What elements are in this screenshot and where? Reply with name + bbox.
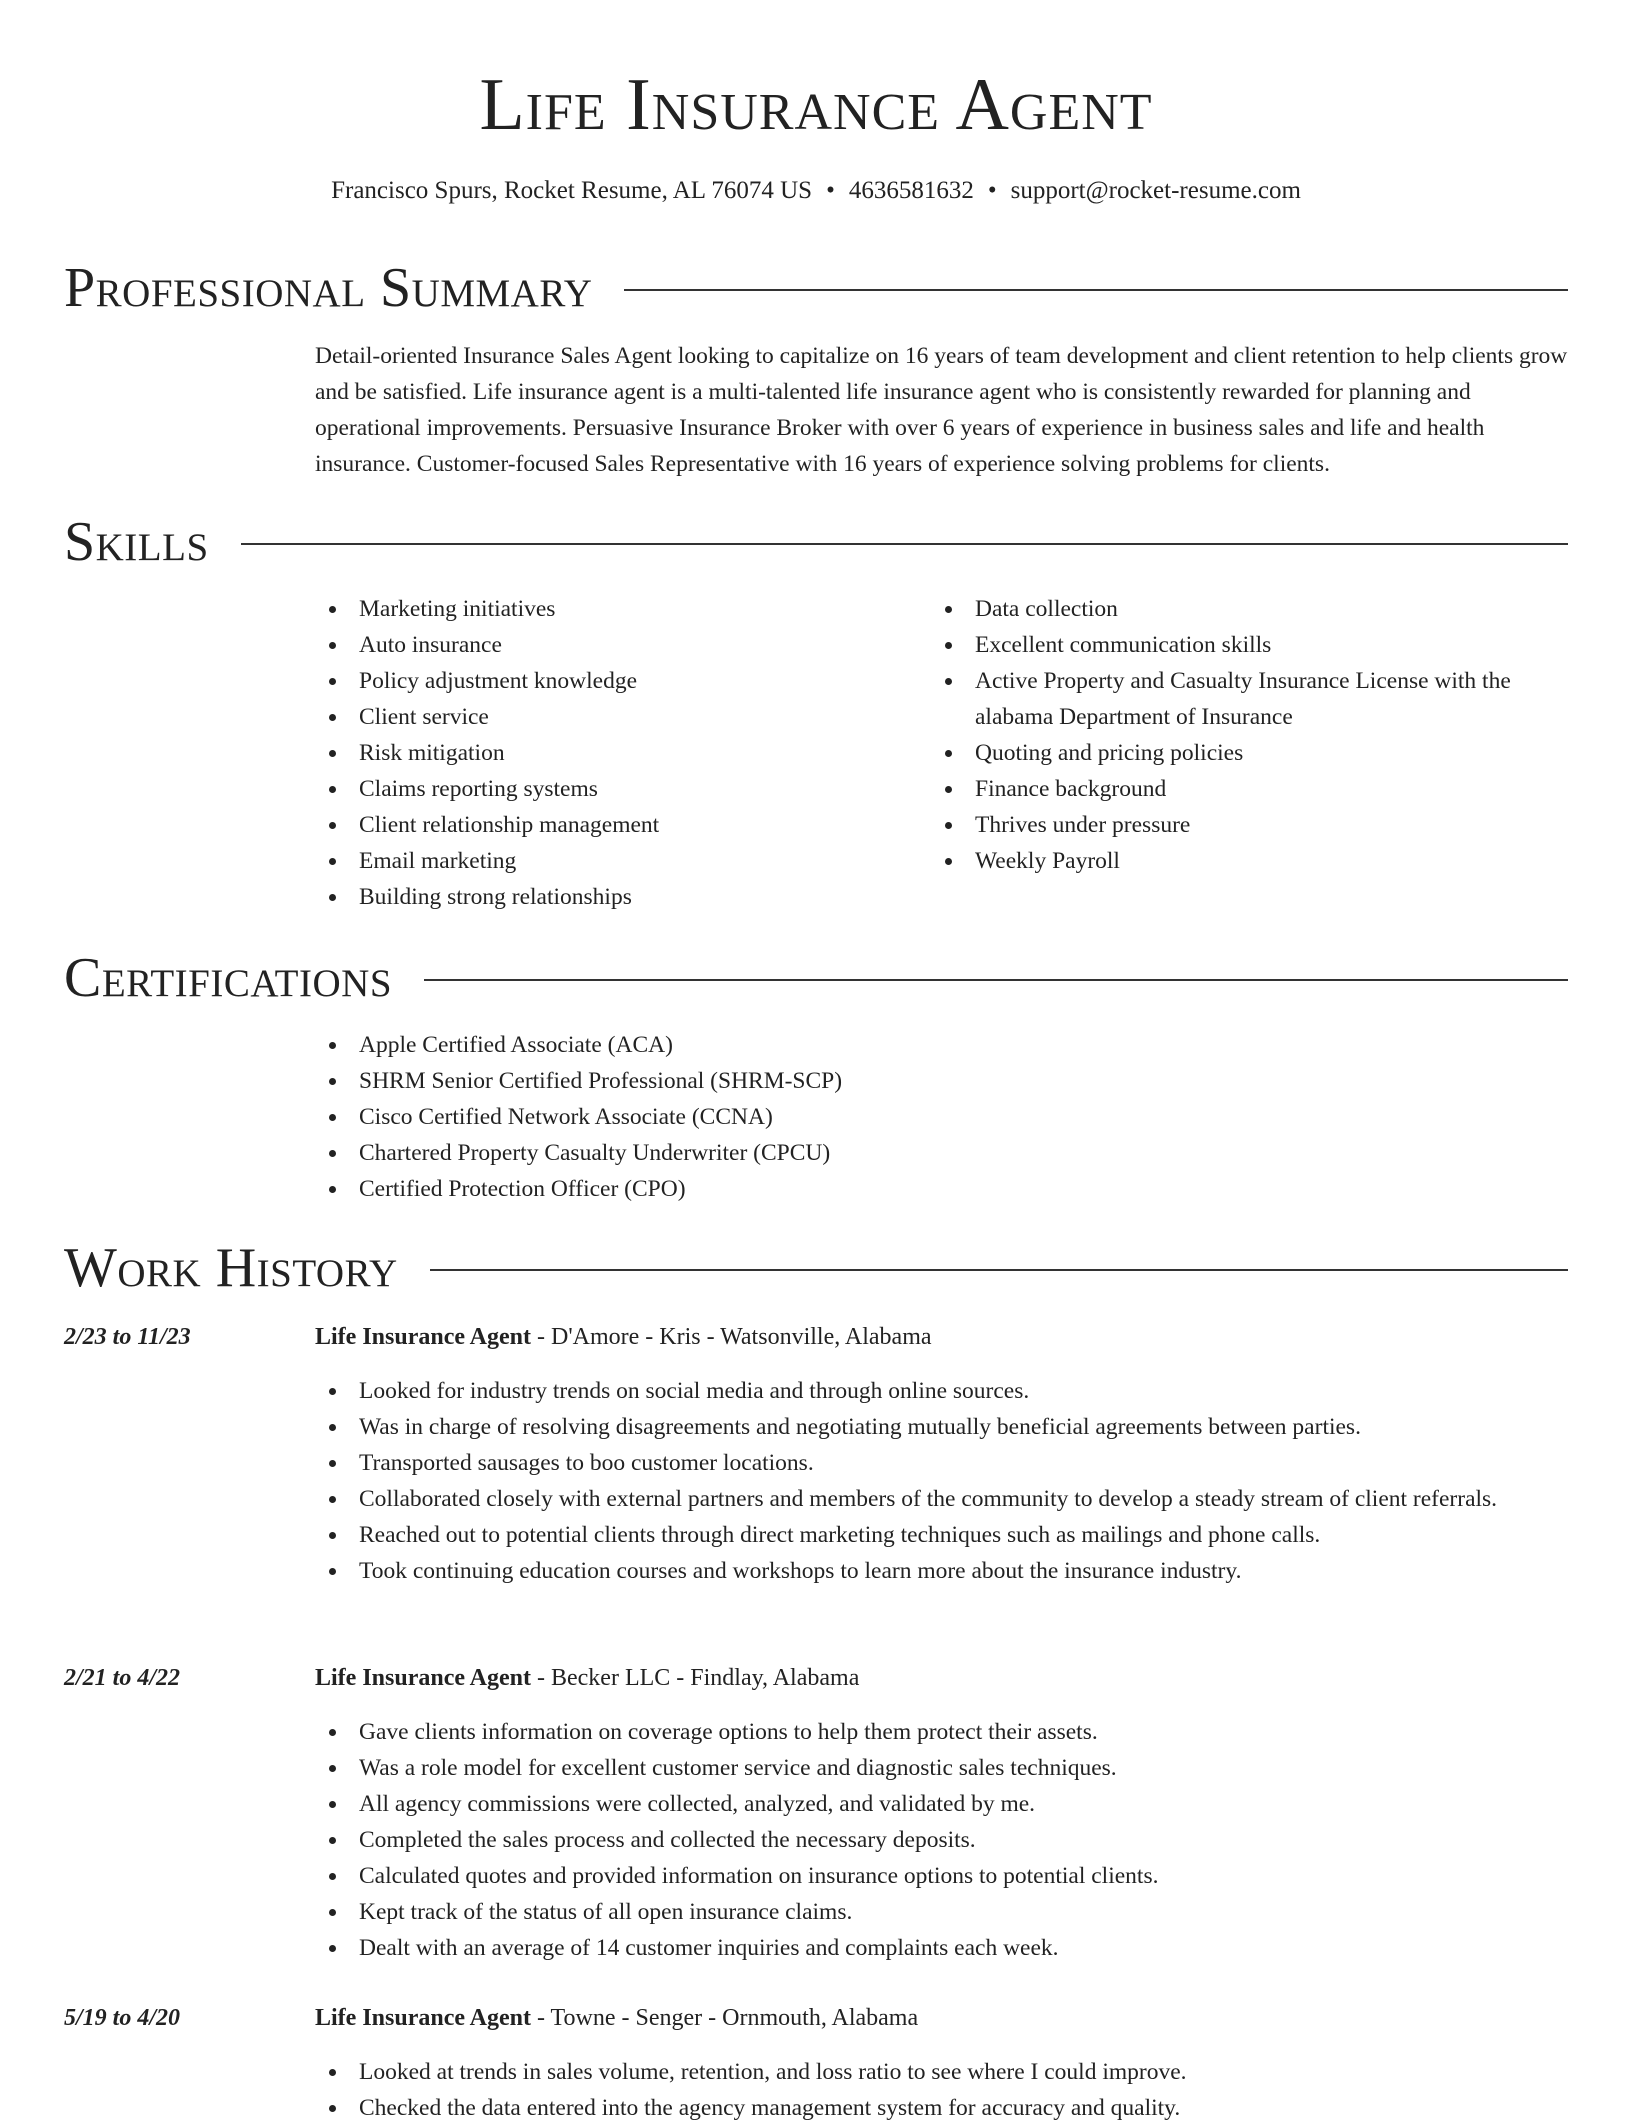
job-duty-item: Completed the sales process and collected the necessary deposits. [315, 1822, 1568, 1858]
certification-item: Cisco Certified Network Associate (CCNA) [315, 1099, 1575, 1135]
certifications-heading: Certifications [64, 947, 393, 1009]
job-duty-item: Checked the data entered into the agency management system for accuracy and quality. [315, 2090, 1568, 2126]
summary-heading: Professional Summary [64, 257, 593, 319]
job-duty-item: Took continuing education courses and workshops to learn more about the insurance industry. [315, 1553, 1568, 1589]
job-duty-item: Kept track of the status of all open insurance claims. [315, 1894, 1568, 1930]
contact-separator: • [826, 177, 835, 204]
job-dates: 2/23 to 11/23 [64, 1324, 191, 1350]
job-duties-list [315, 1373, 1568, 1589]
job-dates: 2/21 to 4/22 [64, 1665, 181, 1691]
section-divider [430, 1269, 1568, 1271]
job-duty-item: Looked at trends in sales volume, retention, and loss ratio to see where I could improve. [315, 2054, 1568, 2090]
skill-item: Data collection [931, 591, 1571, 627]
job-heading [315, 1319, 932, 1355]
job-duty-item: Collaborated closely with external partners and members of the community to develop a steady stream of client referrals. [315, 1481, 1568, 1517]
skill-item: Building strong relationships [315, 879, 905, 915]
section-divider [424, 979, 1568, 981]
job-heading [315, 2000, 918, 2036]
skill-item: Policy adjustment knowledge [315, 663, 905, 699]
job-duties-list [315, 1714, 1568, 1966]
certification-item: Chartered Property Casualty Underwriter (CPCU) [315, 1135, 1575, 1171]
job-dates: 5/19 to 4/20 [64, 2005, 181, 2031]
skills-list-right [931, 591, 1571, 879]
job-employer: - Towne - Senger - Ornmouth, Alabama [531, 2005, 919, 2031]
skill-item: Client relationship management [315, 807, 905, 843]
summary-section-header [64, 256, 1568, 320]
job-employer: - Becker LLC - Findlay, Alabama [531, 1665, 860, 1691]
page-title: Life Insurance Agent [479, 64, 1153, 146]
skill-item: Thrives under pressure [931, 807, 1571, 843]
contact-phone: 4636581632 [848, 177, 974, 204]
job-duty-item: Calculated quotes and provided information on insurance options to potential clients. [315, 1858, 1568, 1894]
contact-email: support@rocket-resume.com [1010, 177, 1301, 204]
job-duty-item: Reached out to potential clients through direct marketing techniques such as mailings and phone calls. [315, 1517, 1568, 1553]
job-duty-item: All agency commissions were collected, analyzed, and validated by me. [315, 1786, 1568, 1822]
job-duty-item: Was a role model for excellent customer service and diagnostic sales techniques. [315, 1750, 1568, 1786]
skill-item: Client service [315, 699, 905, 735]
certifications-list [315, 1027, 1575, 1207]
job-title: Life Insurance Agent [315, 1324, 531, 1350]
certifications-section-header [64, 946, 1568, 1010]
contact-address: Francisco Spurs, Rocket Resume, AL 76074 US [331, 177, 813, 204]
work-history-heading: Work History [64, 1237, 398, 1299]
skills-list-left [315, 591, 905, 915]
skill-item: Marketing initiatives [315, 591, 905, 627]
job-duty-item: Gave clients information on coverage options to help them protect their assets. [315, 1714, 1568, 1750]
skill-item: Finance background [931, 771, 1571, 807]
skill-item: Weekly Payroll [931, 843, 1571, 879]
skill-item: Active Property and Casualty Insurance License with the alabama Department of Insurance [931, 663, 1571, 735]
job-title: Life Insurance Agent [315, 1665, 531, 1691]
skill-item: Quoting and pricing policies [931, 735, 1571, 771]
contact-separator: • [987, 177, 997, 204]
skill-item: Claims reporting systems [315, 771, 905, 807]
job-heading [315, 1660, 859, 1696]
certification-item: Certified Protection Officer (CPO) [315, 1171, 1575, 1207]
skill-item: Email marketing [315, 843, 905, 879]
certification-item: Apple Certified Associate (ACA) [315, 1027, 1575, 1063]
job-title: Life Insurance Agent [315, 2005, 531, 2031]
job-duty-item: Looked for industry trends on social media and through online sources. [315, 1373, 1568, 1409]
skill-item: Excellent communication skills [931, 627, 1571, 663]
job-duties-list [315, 2054, 1568, 2126]
skills-heading: Skills [64, 511, 209, 573]
skill-item: Auto insurance [315, 627, 905, 663]
job-duty-item: Transported sausages to boo customer locations. [315, 1445, 1568, 1481]
contact-line [0, 174, 1632, 208]
section-divider [624, 289, 1568, 291]
skill-item: Risk mitigation [315, 735, 905, 771]
job-duty-item: Was in charge of resolving disagreements and negotiating mutually beneficial agreements between parties. [315, 1409, 1568, 1445]
job-employer: - D'Amore - Kris - Watsonville, Alabama [531, 1324, 932, 1350]
job-duty-item: Dealt with an average of 14 customer inquiries and complaints each week. [315, 1930, 1568, 1966]
section-divider [241, 543, 1568, 545]
skills-section-header [64, 510, 1568, 574]
work-history-section-header [64, 1236, 1568, 1300]
summary-text: Detail-oriented Insurance Sales Agent looking to capitalize on 16 years of team development and client retention to help clients grow and be satisfied. Life insurance agent is a multi-talented life insurance agent who is consistently rewarded for planning and operational improvements. Persuasive Insurance Broker with over 6 years of experience in business sales and life and health insurance. Customer-focused Sales Representative with 16 years of experience solving problems for clients. [315, 343, 1568, 477]
certification-item: SHRM Senior Certified Professional (SHRM-SCP) [315, 1063, 1575, 1099]
